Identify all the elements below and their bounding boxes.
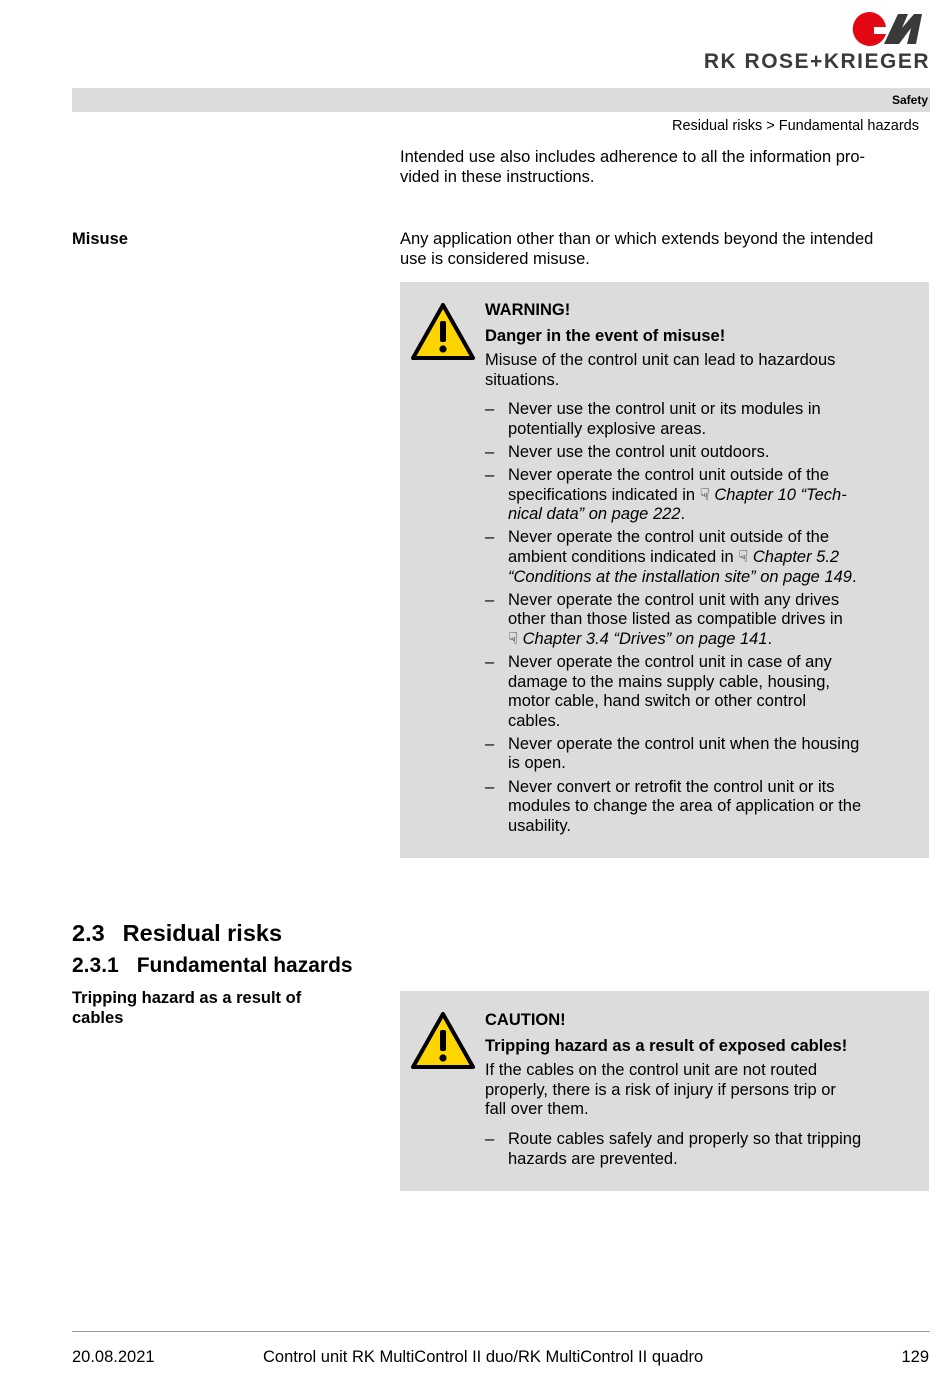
section-heading: 2.3 Residual risks <box>72 920 283 946</box>
list-item: – Route cables safely and properly so that tripping hazards are prevented. <box>485 1130 895 1169</box>
caution-box <box>400 991 929 1191</box>
warning-box <box>400 282 929 858</box>
header-band <box>72 88 930 112</box>
misuse-label: Misuse <box>72 230 128 248</box>
misuse-paragraph: Any application other than or which extends beyond the intended use is considered misuse. <box>400 230 874 268</box>
footer-document-title: Control unit RK MultiControl II duo/RK MultiControl II quadro <box>263 1348 704 1366</box>
warning-subhead: Danger in the event of misuse! <box>485 326 726 345</box>
list-item: – Never use the control unit or its modules in potentially explosive areas. <box>485 400 895 439</box>
cross-reference-link[interactable]: ☟ Chapter 3.4 “Drives” on page 141 <box>508 629 768 648</box>
list-item: – Never operate the control unit with any drives other than those listed as compatible drives in ☟ Chapter 3.4 “Drives” on page 141. <box>485 591 895 650</box>
reference-arrow-icon: ☟ <box>508 629 523 648</box>
list-item: – Never use the control unit outdoors. <box>485 443 895 463</box>
warning-triangle-icon <box>410 1011 476 1071</box>
list-item: – Never operate the control unit in case of any damage to the mains supply cable, housing, motor cable, hand switch or other control cables. <box>485 653 895 731</box>
warning-triangle-icon <box>410 302 476 362</box>
list-item: – Never operate the control unit outside of the ambient conditions indicated in ☟ Chapter 5.2 “Conditions at the installation site” on page 149. <box>485 528 895 587</box>
warning-description: Misuse of the control unit can lead to hazardous situations. <box>485 351 836 389</box>
brand-logo-icon <box>850 10 930 46</box>
reference-arrow-icon: ☟ <box>738 548 753 567</box>
warning-signal-word: WARNING! <box>485 301 571 319</box>
footer-date: 20.08.2021 <box>72 1348 155 1366</box>
brand-name: RK ROSE+KRIEGER <box>703 50 930 73</box>
caution-list <box>485 1130 895 1169</box>
cross-reference-link[interactable]: ☟ Chapter 10 “Tech- <box>699 485 847 504</box>
section-label: Safety <box>891 93 928 107</box>
cross-reference-link[interactable]: ☟ Chapter 5.2 <box>738 548 840 567</box>
tripping-hazard-label: Tripping hazard as a result of cables <box>72 989 302 1027</box>
subsection-heading: 2.3.1 Fundamental hazards <box>72 954 353 977</box>
intro-paragraph: Intended use also includes adherence to all the information pro- vided in these instructions. <box>400 148 866 186</box>
caution-subhead: Tripping hazard as a result of exposed cables! <box>485 1036 848 1055</box>
caution-signal-word: CAUTION! <box>485 1011 566 1029</box>
cross-reference-link[interactable]: “Conditions at the installation site” on page 149 <box>508 567 852 586</box>
reference-arrow-icon: ☟ <box>699 485 715 504</box>
list-item: – Never operate the control unit outside of the specifications indicated in ☟ Chapter 10 “Tech- nical data” on page 222. <box>485 466 895 525</box>
cross-reference-link[interactable]: nical data” on page 222 <box>508 505 681 524</box>
caution-description: If the cables on the control unit are not routed properly, there is a risk of injury if persons trip or fall over them. <box>485 1061 836 1119</box>
page-number: 129 <box>901 1348 929 1366</box>
breadcrumb: Residual risks > Fundamental hazards <box>671 118 919 134</box>
footer-divider <box>72 1331 930 1332</box>
warning-list <box>485 400 895 836</box>
list-item: – Never operate the control unit when the housing is open. <box>485 735 895 774</box>
list-item: – Never convert or retrofit the control unit or its modules to change the area of application or the usability. <box>485 778 895 837</box>
